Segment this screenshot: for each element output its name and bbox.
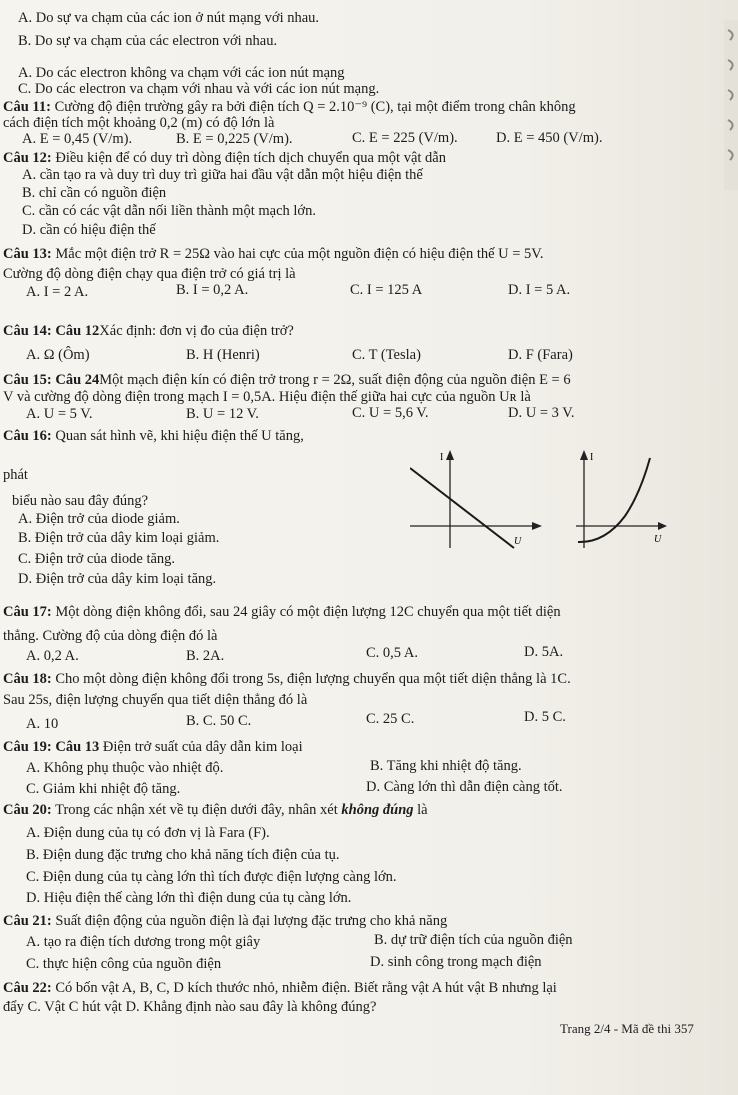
axis-label-i: I xyxy=(590,452,594,463)
question-label: Câu 20: xyxy=(3,802,52,818)
option-a: A. I = 2 A. xyxy=(26,284,89,300)
question-text-end: là xyxy=(417,802,428,818)
option-a: A. Không phụ thuộc vào nhiệt độ. xyxy=(26,760,224,776)
option-a: A. tạo ra điện tích dương trong một giây xyxy=(26,934,261,950)
axis-label-i: I xyxy=(440,452,444,463)
page-footer: Trang 2/4 - Mã đề thi 357 xyxy=(560,1021,694,1036)
option-b: B. C. 50 C. xyxy=(186,713,252,729)
option-b: B. U = 12 V. xyxy=(186,406,259,422)
option-c: C. E = 225 (V/m). xyxy=(352,130,458,146)
question-label: Câu 22: xyxy=(3,980,52,996)
question-label: Câu 13: xyxy=(3,246,52,262)
question-15 xyxy=(3,372,571,389)
option-d: D. 5 C. xyxy=(524,709,566,725)
question-text: Mắc một điện trở R = 25Ω vào hai cực của một nguồn điện có hiệu điện thế U = 5V. xyxy=(55,246,544,262)
option-d: D. E = 450 (V/m). xyxy=(496,130,603,146)
question-text-cont: thẳng. Cường độ của dòng điện đó là xyxy=(3,628,218,644)
option-b: B. Tăng khi nhiệt độ tăng. xyxy=(370,758,522,774)
option-c: C. 25 C. xyxy=(366,711,415,727)
question-text-cont: đẩy C. Vật C hút vật D. Khẳng định nào sau đây là không đúng? xyxy=(3,999,377,1015)
question-12 xyxy=(3,150,446,167)
option-b: B. Điện trở của dây kim loại giảm. xyxy=(18,530,220,546)
question-17 xyxy=(3,604,561,621)
question-label: Câu 12: xyxy=(3,150,52,166)
option-d: D. Hiệu điện thế càng lớn thì điện dung của tụ càng lớn. xyxy=(26,890,352,906)
option-c: C. cần có các vật dẫn nối liền thành một mạch lớn. xyxy=(22,203,316,219)
question-text: Trong các nhận xét về tụ điện dưới đây, nhân xét xyxy=(55,802,338,818)
question-text: Một dòng điện không đổi, sau 24 giây có một điện lượng 12C chuyển qua một tiết diện xyxy=(55,604,561,620)
option-a: A. 0,2 A. xyxy=(26,648,79,664)
option-d: D. Điện trở của dây kim loại tăng. xyxy=(18,571,217,587)
option-c: C. T (Tesla) xyxy=(352,347,421,363)
question-label: Câu 17: xyxy=(3,604,52,620)
option-d: D. U = 3 V. xyxy=(508,405,575,421)
option-c: C. Điện trở của diode tăng. xyxy=(18,551,176,567)
option-a: A. 10 xyxy=(26,716,59,732)
option-a: A. Ω (Ôm) xyxy=(26,347,90,363)
option-a: A. Điện dung của tụ có đơn vị là Fara (F). xyxy=(26,825,270,841)
option-b: B. E = 0,225 (V/m). xyxy=(176,131,293,147)
question-label: Câu 16: xyxy=(3,428,52,444)
question-label: Câu 11: xyxy=(3,99,51,115)
option-b: B. H (Henri) xyxy=(186,347,260,363)
question-22 xyxy=(3,980,557,997)
option-d: D. sinh công trong mạch điện xyxy=(370,954,542,970)
option-a: A. E = 0,45 (V/m). xyxy=(22,131,133,147)
question-21 xyxy=(3,913,447,930)
option-d: D. 5A. xyxy=(524,644,564,660)
option-b: B. I = 0,2 A. xyxy=(176,282,249,298)
option-c: C. Điện dung của tụ càng lớn thì tích được điện lượng càng lớn. xyxy=(26,869,397,885)
question-emphasis: không đúng xyxy=(341,802,414,818)
iu-graph-linear xyxy=(410,448,545,553)
question-13 xyxy=(3,246,544,263)
question-text: Một mạch điện kín có điện trở trong r = 2Ω, suất điện động của nguồn điện E = 6 xyxy=(99,372,571,388)
option-a: A. U = 5 V. xyxy=(26,406,93,422)
option-a: A. cần tạo ra và duy trì duy trì giữa hai đầu vật dẫn một hiệu điện thế xyxy=(22,167,423,183)
option-line: A. Do sự va chạm của các ion ở nút mạng với nhau. xyxy=(18,10,320,26)
question-text: Điều kiện để có duy trì dòng điện tích dịch chuyển qua một vật dẫn xyxy=(55,150,446,166)
question-11 xyxy=(3,99,576,116)
option-d: D. I = 5 A. xyxy=(508,282,571,298)
option-line: C. Do các electron va chạm với nhau và với các ion nút mạng. xyxy=(18,81,380,97)
question-text: Cường độ điện trường gây ra bởi điện tích Q = 2.10⁻⁹ (C), tại một điểm trong chân không xyxy=(54,99,576,115)
question-text: Có bốn vật A, B, C, D kích thước nhỏ, nhiễm điện. Biết rằng vật A hút vật B nhưng lại xyxy=(55,980,557,996)
option-d: D. Càng lớn thì dẫn điện càng tốt. xyxy=(366,779,563,795)
iu-graph-curve xyxy=(570,448,670,553)
option-b: B. Điện dung đặc trưng cho khả năng tích điện của tụ. xyxy=(26,847,340,863)
question-text-cont: Sau 25s, điện lượng chuyển qua tiết diện thẳng đó là xyxy=(3,692,308,708)
option-c: C. U = 5,6 V. xyxy=(352,405,429,421)
question-text-cont: V và cường độ dòng điện trong mạch I = 0,5A. Hiệu điện thế giữa hai cực của nguồn Uʀ là xyxy=(3,389,531,405)
question-text-cont: phát xyxy=(3,467,28,483)
question-label: Câu 19: Câu 13 xyxy=(3,739,100,755)
option-b: B. chỉ cần có nguồn điện xyxy=(22,185,167,201)
option-line: A. Do các electron không va chạm với các ion nút mạng xyxy=(18,65,345,81)
question-text: Cho một dòng điện không đổi trong 5s, điện lượng chuyển qua một tiết diện thẳng là 1C. xyxy=(55,671,571,687)
option-b: B. 2A. xyxy=(186,648,225,664)
question-19 xyxy=(3,739,303,756)
question-text: Xác định: đơn vị đo của điện trở? xyxy=(99,323,294,339)
question-text: Điện trở suất của dây dẫn kim loại xyxy=(102,739,303,755)
question-label: Câu 21: xyxy=(3,913,52,929)
question-14 xyxy=(3,323,294,340)
axis-label-u: U xyxy=(514,536,522,547)
option-b: B. dự trữ điện tích của nguồn điện xyxy=(374,932,573,948)
question-16 xyxy=(3,428,304,445)
axis-label-u: U xyxy=(654,534,662,545)
binder-spiral-decoration xyxy=(698,20,738,190)
question-label: Câu 18: xyxy=(3,671,52,687)
question-text: Suất điện động của nguồn điện là đại lượng đặc trưng cho khả năng xyxy=(55,913,448,929)
question-20 xyxy=(3,802,428,819)
option-c: C. 0,5 A. xyxy=(366,645,418,661)
question-text-cont: biểu nào sau đây đúng? xyxy=(12,493,149,509)
question-text-cont: Cường độ dòng điện chạy qua điện trở có giá trị là xyxy=(3,266,296,282)
question-label: Câu 14: Câu 12 xyxy=(3,323,100,339)
option-line: B. Do sự va chạm của các electron với nhau. xyxy=(18,33,278,49)
option-d: D. F (Fara) xyxy=(508,347,573,363)
option-d: D. cần có hiệu điện thế xyxy=(22,222,156,238)
question-18 xyxy=(3,671,571,688)
option-c: C. thực hiện công của nguồn điện xyxy=(26,956,222,972)
question-text: Quan sát hình vẽ, khi hiệu điện thế U tăng, xyxy=(55,428,304,444)
option-a: A. Điện trở của diode giảm. xyxy=(18,511,180,527)
option-c: C. I = 125 A xyxy=(350,282,423,298)
question-label: Câu 15: Câu 24 xyxy=(3,372,100,388)
option-c: C. Giảm khi nhiệt độ tăng. xyxy=(26,781,181,797)
question-text-cont: cách điện tích một khoảng 0,2 (m) có độ lớn là xyxy=(3,115,275,131)
